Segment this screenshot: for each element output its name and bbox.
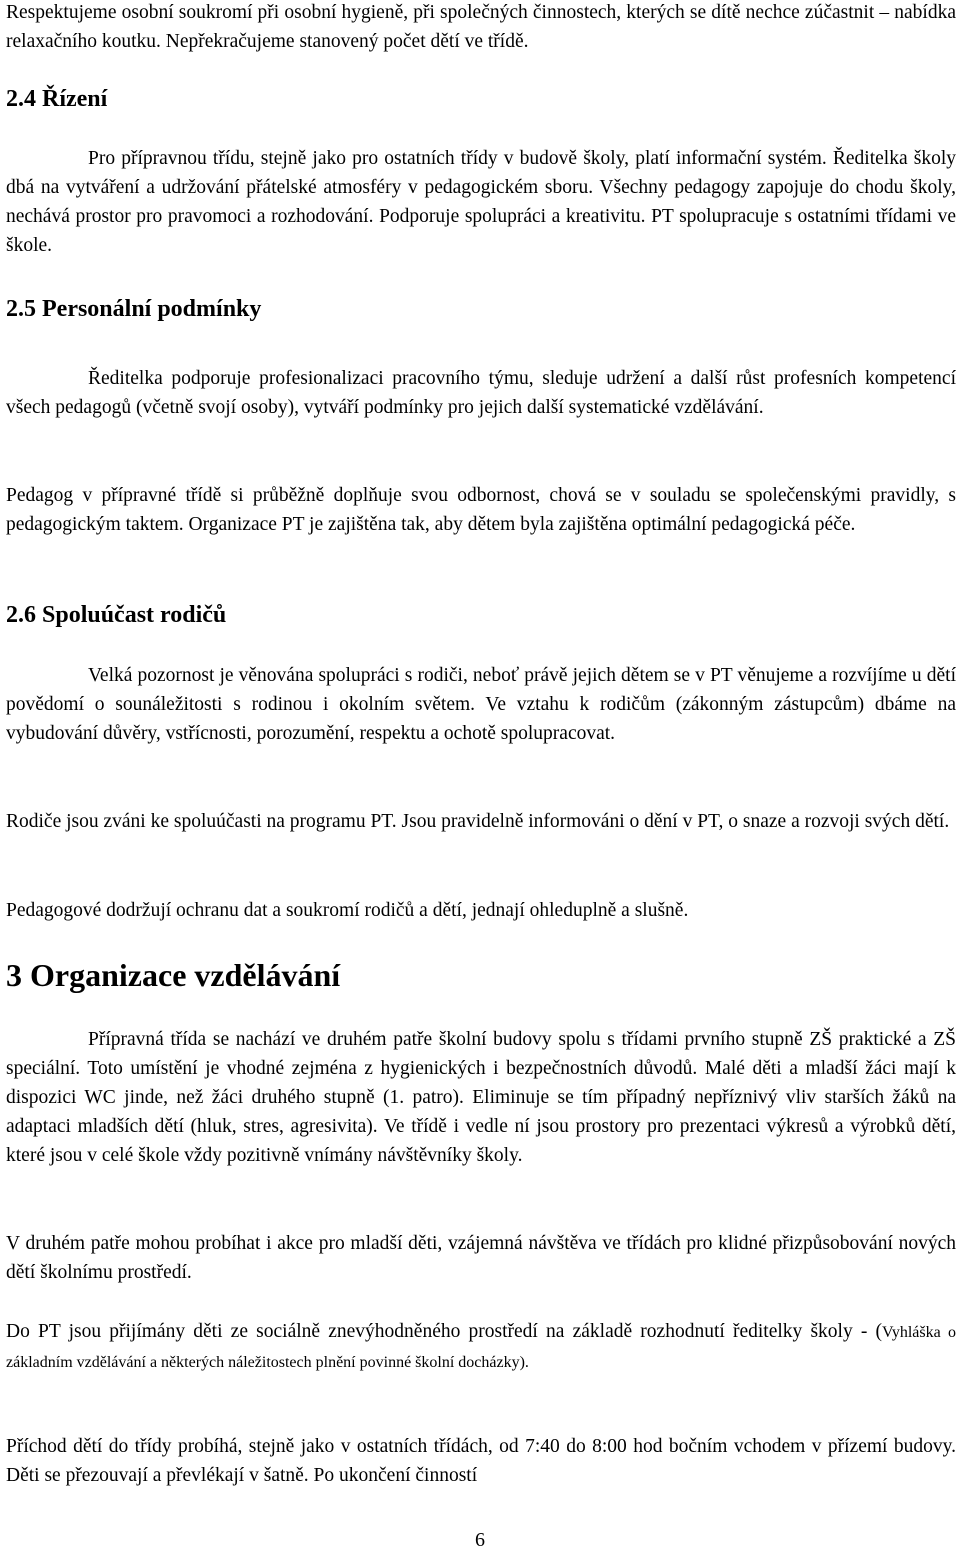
paragraph-organizace-1: Přípravná třída se nachází ve druhém patře školní budovy spolu s třídami prvního stupně ZŠ praktické a ZŠ speciální. Toto umístění je vhodné zejména z hygienických i bezpečnostních důvodů. Malé děti a mladší žáci mají k dispozici WC jinde, než žáci druhého stupně (1. patro). Eliminuje se tím případný nepříznivý vliv starších žáků na adaptaci mladších dětí (hluk, stres, agresivita). Ve třídě i vedle ní jsou prostory pro prezentaci výkresů a výrobků dětí, které jsou v celé škole vždy pozitivně vnímány návštěvníky školy.	[6, 1029, 956, 1166]
paragraph-organizace-2: V druhém patře mohou probíhat i akce pro mladší děti, vzájemná návštěva ve třídách pro klidné přizpůsobování nových dětí školnímu prostředí.	[6, 1233, 956, 1283]
paragraph-personal-1: Ředitelka podporuje profesionalizaci pracovního týmu, sleduje udržení a další růst profesních kompetencí všech pedagogů (včetně svojí osoby), vytváří podmínky pro jejich další systematické vzdělávání.	[6, 368, 956, 418]
paragraph-intro: Respektujeme osobní soukromí při osobní hygieně, při společných činnostech, kterých se dítě nechce zúčastnit – nabídka relaxačního koutku. Nepřekračujeme stanovený počet dětí ve třídě.	[6, 2, 956, 52]
page-number: 6	[475, 1529, 485, 1551]
heading-2-6-spoluucast-rodicu: 2.6 Spoluúčast rodičů	[6, 602, 227, 628]
paragraph-rodice-2: Rodiče jsou zváni ke spoluúčasti na programu PT. Jsou pravidelně informováni o dění v PT, o snaze a rozvoji svých dětí.	[6, 811, 950, 832]
heading-2-5-personalni-podminky: 2.5 Personální podmínky	[6, 296, 262, 322]
paragraph-organizace-3	[6, 1317, 956, 1377]
heading-3-organizace-vzdelavani: 3 Organizace vzdělávání	[6, 957, 341, 993]
paragraph-personal-2: Pedagog v přípravné třídě si průběžně doplňuje svou odbornost, chová se v souladu se společenskými pravidly, s pedagogickým taktem. Organizace PT je zajištěna tak, aby dětem byla zajištěna optimální pedagogická péče.	[6, 485, 956, 535]
vyhlaska-citation: Vyhláška o základním vzdělávání a některých náležitostech plnění povinné školní docházky	[6, 1324, 957, 1371]
paragraph-organizace-3-text: Do PT jsou přijímány děti ze sociálně znevýhodněného prostředí na základě rozhodnutí ředitelky školy - (	[6, 1321, 883, 1342]
paragraph-rodice-3: Pedagogové dodržují ochranu dat a soukromí rodičů a dětí, jednají ohleduplně a slušně.	[6, 900, 689, 921]
paragraph-rodice-1: Velká pozornost je věnována spolupráci s rodiči, neboť právě jejich dětem se v PT věnujeme a rozvíjíme u dětí povědomí o sounáležitosti s rodinou i okolním světem. Ve vztahu k rodičům (zákonným zástupcům) dbáme na vybudování důvěry, vstřícnosti, porozumění, respektu a ochotě spolupracovat.	[6, 665, 956, 744]
paragraph-organizace-4: Příchod dětí do třídy probíhá, stejně jako v ostatních třídách, od 7:40 do 8:00 hod bočním vchodem v přízemí budovy. Děti se přezouvají a převlékají v šatně. Po ukončení činností	[6, 1436, 956, 1486]
paragraph-organizace-3-end: ).	[519, 1354, 529, 1371]
paragraph-rizeni: Pro přípravnou třídu, stejně jako pro ostatních třídy v budově školy, platí informační systém. Ředitelka školy dbá na vytváření a udržování přátelské atmosféry v pedagogickém sboru. Všechny pedagogy zapojuje do chodu školy, nechává prostor pro pravomoci a rozhodování. Podporuje spolupráci a kreativitu. PT spolupracuje s ostatními třídami ve škole.	[6, 148, 956, 256]
heading-2-4-rizeni: 2.4 Řízení	[6, 86, 108, 112]
